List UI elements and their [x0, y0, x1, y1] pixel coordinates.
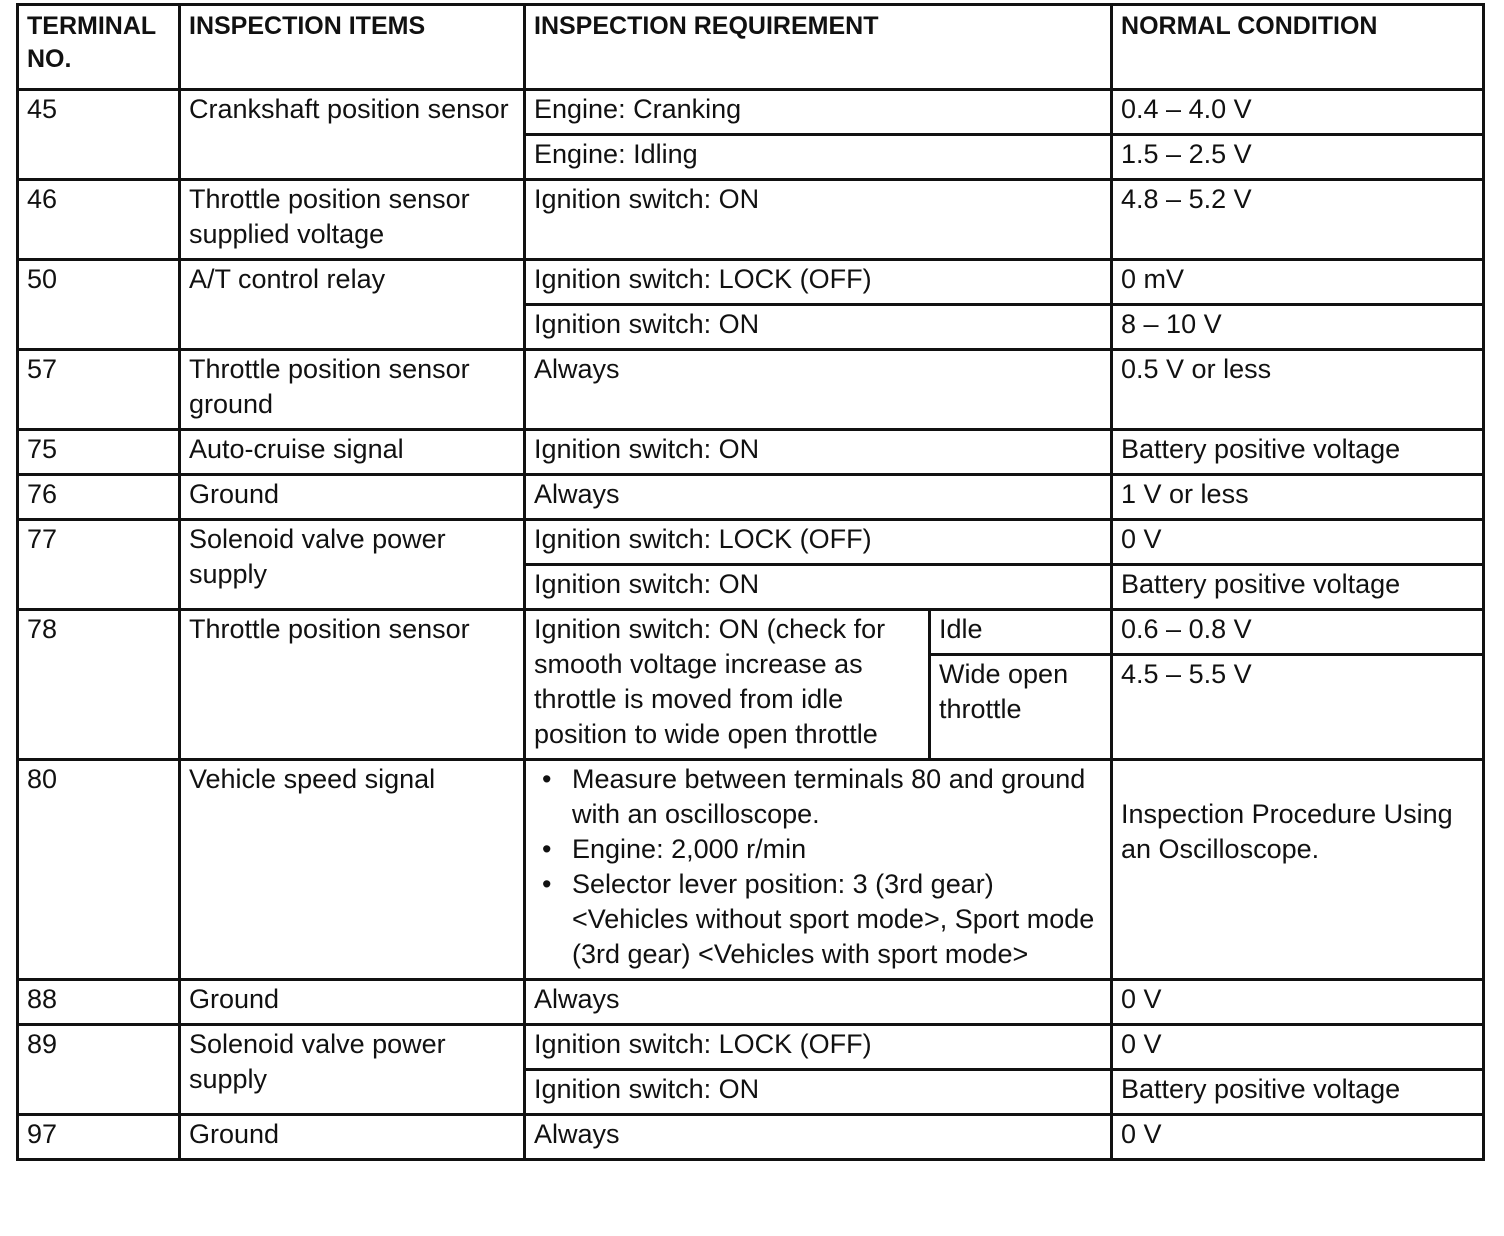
header-normal-condition: NORMAL CONDITION	[1112, 5, 1484, 90]
inspection-requirement: Ignition switch: LOCK (OFF)	[525, 520, 1112, 565]
inspection-requirement: Engine: Idling	[525, 135, 1112, 180]
inspection-item: Ground	[180, 475, 525, 520]
normal-condition: Battery positive voltage	[1112, 430, 1484, 475]
inspection-requirement: Ignition switch: LOCK (OFF)	[525, 1025, 1112, 1070]
bullet-item: • Selector lever position: 3 (3rd gear) <Vehicles without sport mode>, Sport mode (3rd gear) <Vehicles with sport mode>	[572, 867, 1104, 972]
normal-condition: 0.5 V or less	[1112, 350, 1484, 430]
normal-condition	[1112, 760, 1484, 980]
table-row	[18, 520, 1484, 565]
normal-condition: Battery positive voltage	[1112, 565, 1484, 610]
inspection-requirement: Ignition switch: ON	[525, 305, 1112, 350]
normal-condition: 0.4 – 4.0 V	[1112, 90, 1484, 135]
normal-condition: Battery positive voltage	[1112, 1070, 1484, 1115]
terminal-no: 97	[18, 1115, 180, 1160]
bullet-item: • Engine: 2,000 r/min	[572, 832, 1104, 867]
table-row	[18, 1115, 1484, 1160]
normal-condition: 8 – 10 V	[1112, 305, 1484, 350]
terminal-no: 88	[18, 980, 180, 1025]
terminal-no: 76	[18, 475, 180, 520]
inspection-requirement: Ignition switch: LOCK (OFF)	[525, 260, 1112, 305]
inspection-requirement: Ignition switch: ON	[525, 1070, 1112, 1115]
inspection-requirement: Ignition switch: ON (check for smooth voltage increase as throttle is moved from idle position to wide open throttle	[525, 610, 930, 760]
inspection-item: Throttle position sensor	[180, 610, 525, 760]
table-row	[18, 180, 1484, 260]
table-row	[18, 90, 1484, 135]
normal-condition: 4.5 – 5.5 V	[1112, 655, 1484, 760]
terminal-no: 57	[18, 350, 180, 430]
inspection-item: Solenoid valve power supply	[180, 520, 525, 610]
normal-condition: 0 V	[1112, 520, 1484, 565]
inspection-requirement	[525, 760, 1112, 980]
table-row	[18, 760, 1484, 980]
table-row	[18, 475, 1484, 520]
header-row	[18, 5, 1484, 90]
terminal-no: 45	[18, 90, 180, 180]
inspection-item: Ground	[180, 1115, 525, 1160]
requirement-sub-condition: Wide open throttle	[930, 655, 1112, 760]
table-row	[18, 980, 1484, 1025]
inspection-requirement: Engine: Cranking	[525, 90, 1112, 135]
inspection-table	[16, 3, 1485, 1161]
inspection-requirement: Ignition switch: ON	[525, 430, 1112, 475]
table-row	[18, 430, 1484, 475]
terminal-no: 89	[18, 1025, 180, 1115]
inspection-item: Solenoid valve power supply	[180, 1025, 525, 1115]
requirement-bullet-list	[534, 762, 1104, 972]
table-row	[18, 260, 1484, 305]
inspection-requirement: Ignition switch: ON	[525, 180, 1112, 260]
inspection-requirement: Always	[525, 1115, 1112, 1160]
terminal-no: 50	[18, 260, 180, 350]
normal-condition: 0 V	[1112, 980, 1484, 1025]
normal-condition: 0 V	[1112, 1115, 1484, 1160]
inspection-item: Ground	[180, 980, 525, 1025]
normal-condition: 4.8 – 5.2 V	[1112, 180, 1484, 260]
table-row	[18, 1025, 1484, 1070]
normal-condition: 1.5 – 2.5 V	[1112, 135, 1484, 180]
terminal-no: 46	[18, 180, 180, 260]
inspection-item: Throttle position sensor ground	[180, 350, 525, 430]
inspection-requirement: Always	[525, 475, 1112, 520]
terminal-no: 78	[18, 610, 180, 760]
inspection-requirement: Always	[525, 350, 1112, 430]
inspection-item: Crankshaft position sensor	[180, 90, 525, 180]
normal-condition: 1 V or less	[1112, 475, 1484, 520]
inspection-requirement: Always	[525, 980, 1112, 1025]
header-inspection-items: INSPECTION ITEMS	[180, 5, 525, 90]
requirement-sub-condition: Idle	[930, 610, 1112, 655]
inspection-requirement: Ignition switch: ON	[525, 565, 1112, 610]
inspection-item: A/T control relay	[180, 260, 525, 350]
inspection-item: Throttle position sensor supplied voltage	[180, 180, 525, 260]
table-row	[18, 610, 1484, 655]
terminal-no: 75	[18, 430, 180, 475]
inspection-item: Auto-cruise signal	[180, 430, 525, 475]
header-terminal-no: TERMINAL NO.	[18, 5, 180, 90]
normal-condition: 0 mV	[1112, 260, 1484, 305]
normal-condition: 0 V	[1112, 1025, 1484, 1070]
normal-condition: 0.6 – 0.8 V	[1112, 610, 1484, 655]
terminal-no: 77	[18, 520, 180, 610]
header-inspection-requirement: INSPECTION REQUIREMENT	[525, 5, 1112, 90]
bullet-item: • Measure between terminals 80 and ground with an oscilloscope.	[572, 762, 1104, 832]
terminal-no: 80	[18, 760, 180, 980]
oscilloscope-procedure-text: Inspection Procedure Using an Oscilloscope.	[1121, 799, 1453, 864]
table-row	[18, 350, 1484, 430]
inspection-item: Vehicle speed signal	[180, 760, 525, 980]
